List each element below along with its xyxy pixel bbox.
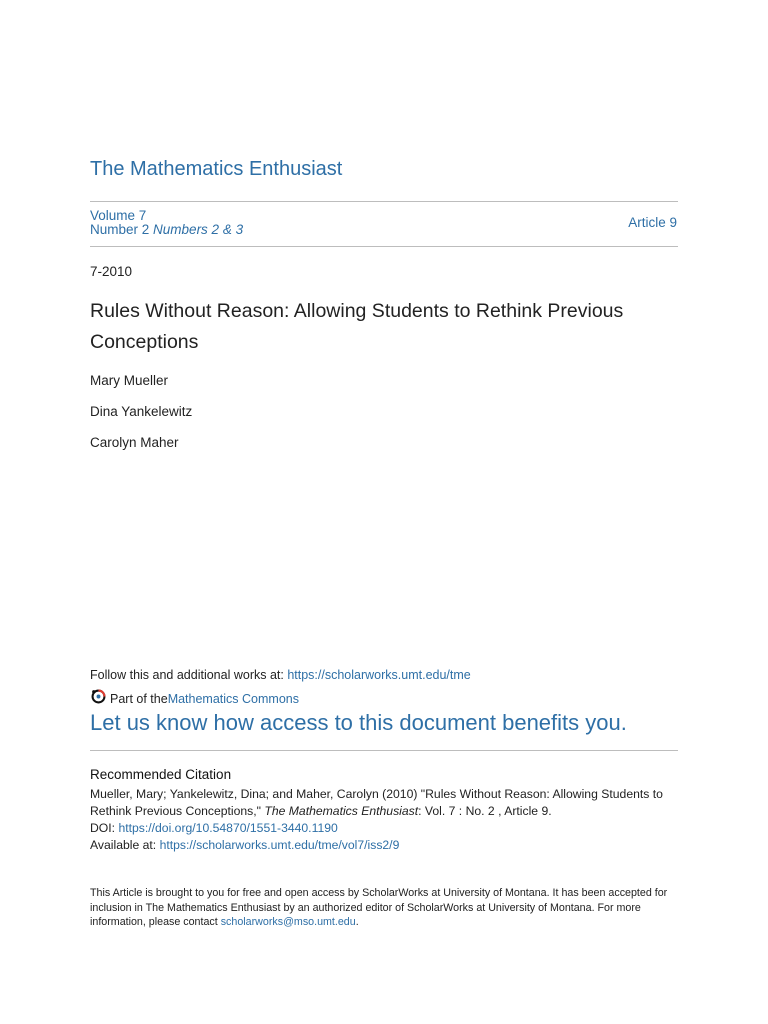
contact-email-link[interactable]: scholarworks@mso.umt.edu bbox=[220, 916, 356, 929]
footer-text: This Article is brought to you for free and open access by ScholarWorks at University of Montana. It has been accepted for inclusion in The Mathematics Enthusiast by an authorized editor of ScholarWorks at University of Montana. For more information, please contact bbox=[90, 887, 668, 929]
author-2: Dina Yankelewitz bbox=[90, 404, 193, 419]
footer-notice bbox=[90, 886, 680, 930]
author-1: Mary Mueller bbox=[90, 373, 169, 388]
article-title: Rules Without Reason: Allowing Students to Rethink Previous Conceptions bbox=[90, 300, 624, 353]
publication-date: 7-2010 bbox=[90, 264, 133, 279]
recommended-citation-heading: Recommended Citation bbox=[90, 767, 232, 782]
doi-link[interactable]: https://doi.org/10.54870/1551-3440.1190 bbox=[118, 821, 338, 835]
number-link[interactable]: Number 2 bbox=[90, 222, 150, 237]
numbers-link[interactable]: Numbers 2 & 3 bbox=[153, 222, 244, 237]
available-label: Available at: bbox=[90, 838, 160, 852]
citation-text: Mueller, Mary; Yankelewitz, Dina; and Maher, Carolyn (2010) "Rules Without Reason: Allowing Students to Rethink Previous Conceptions," bbox=[90, 787, 663, 818]
citation-block bbox=[90, 786, 680, 854]
citation-volume: : Vol. 7 : No. 2 , Article 9. bbox=[418, 804, 552, 818]
part-of-prefix: Part of the bbox=[110, 691, 168, 706]
article-link[interactable]: Article 9 bbox=[628, 215, 677, 230]
issue-divider bbox=[90, 246, 678, 247]
follow-link[interactable]: https://scholarworks.umt.edu/tme bbox=[287, 668, 471, 682]
follow-line bbox=[90, 668, 471, 682]
volume-info bbox=[90, 209, 243, 237]
commons-network-icon bbox=[90, 688, 107, 705]
citation-journal: The Mathematics Enthusiast bbox=[264, 804, 419, 818]
top-divider bbox=[90, 201, 678, 202]
citation-divider bbox=[90, 750, 678, 751]
available-at-link[interactable]: https://scholarworks.umt.edu/tme/vol7/iss2/9 bbox=[159, 838, 400, 852]
feedback-link[interactable]: Let us know how access to this document benefits you. bbox=[90, 710, 627, 735]
mathematics-commons-link[interactable]: Mathematics Commons bbox=[167, 691, 299, 706]
volume-link[interactable]: Volume 7 bbox=[90, 208, 147, 223]
journal-title-link[interactable]: The Mathematics Enthusiast bbox=[90, 158, 343, 180]
author-3: Carolyn Maher bbox=[90, 435, 179, 450]
part-of-line bbox=[90, 690, 299, 707]
doi-label: DOI: bbox=[90, 821, 119, 835]
footer-end: . bbox=[355, 916, 359, 929]
follow-prefix: Follow this and additional works at: bbox=[90, 668, 288, 682]
